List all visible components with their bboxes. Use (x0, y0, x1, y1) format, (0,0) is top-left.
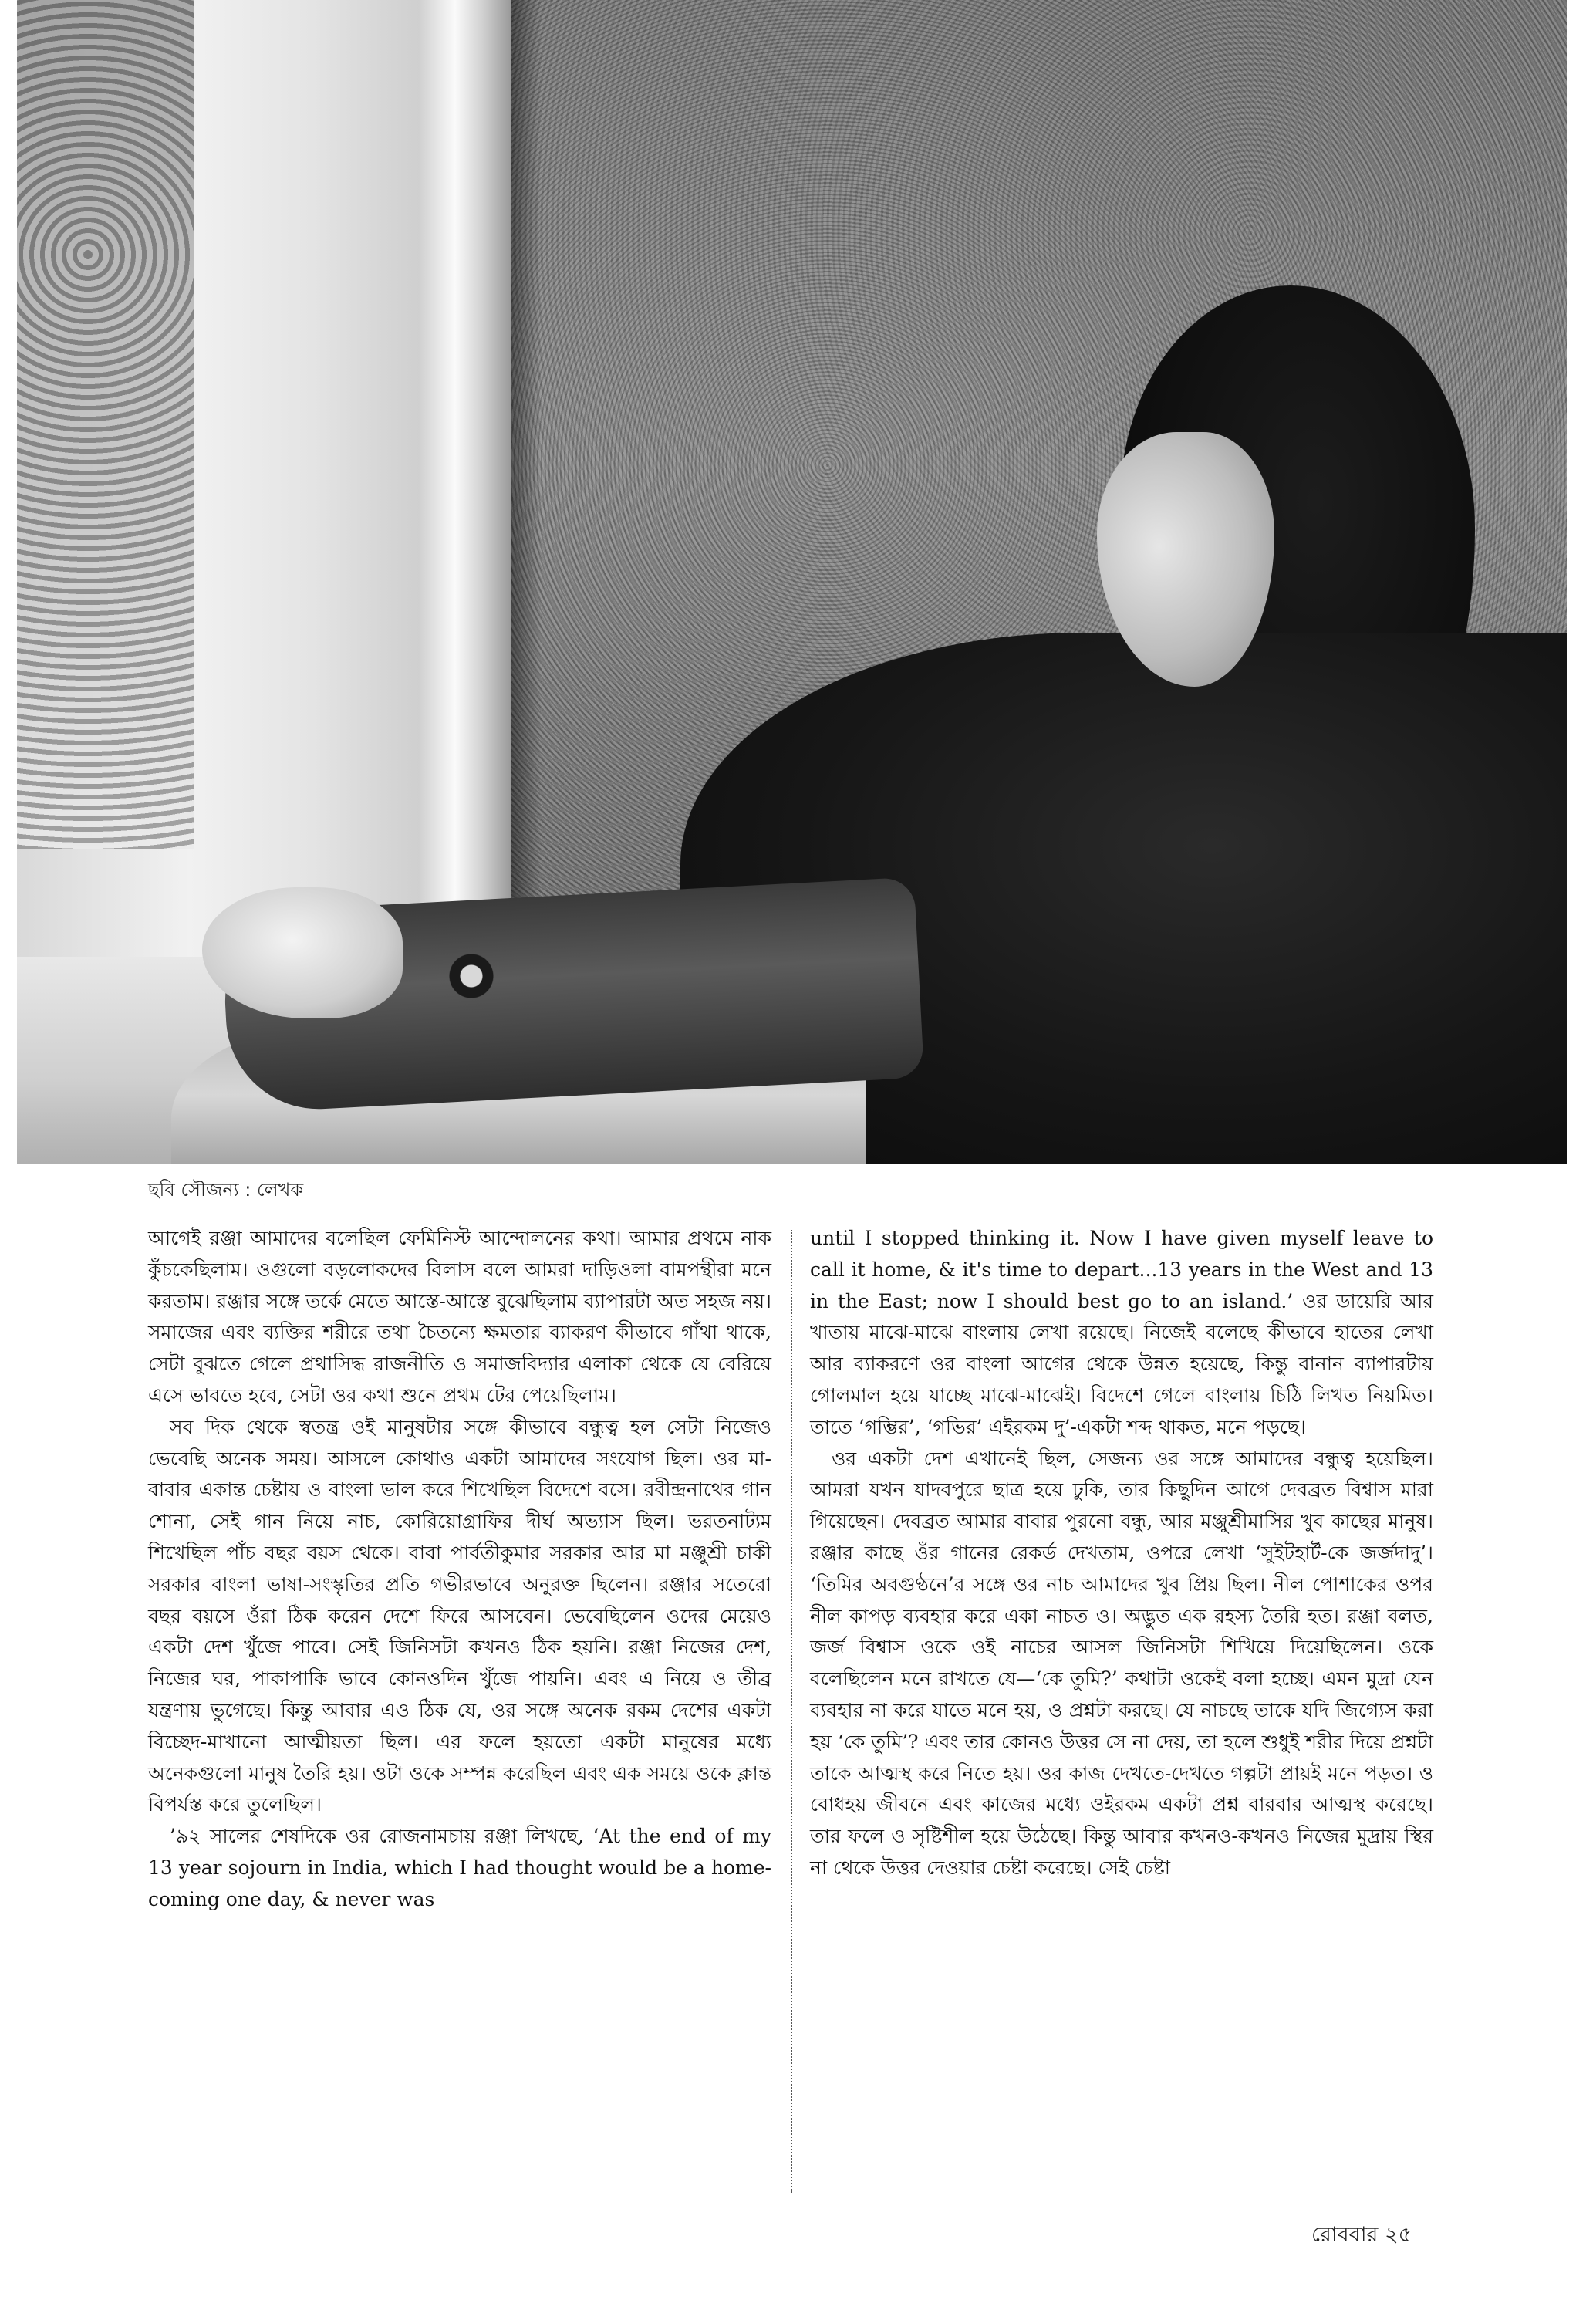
photo-foliage (17, 0, 194, 849)
paragraph: সব দিক থেকে স্বতন্ত্র ওই মানুষটার সঙ্গে কীভাবে বন্ধুত্ব হল সেটা নিজেও ভেবেছি অনেক সময়। আসলে কোথাও একটা আমাদের সংযোগ ছিল। ওর মা-বাবার একান্ত চেষ্টায় ও বাংলা ভাল করে শিখেছিল বিদেশে বসে। রবীন্দ্রনাথের গান শোনা, সেই গান নিয়ে নাচ, কোরিয়োগ্রাফির দীর্ঘ অভ্যাস ছিল। ভরতনাট্যম শিখেছিল পাঁচ বছর বয়স থেকে। বাবা পার্বতীকুমার সরকার আর মা মঞ্জুশ্রী চাকী সরকার বাংলা ভাষা-সংস্কৃতির প্রতি গভীরভাবে অনুরক্ত ছিলেন। রঞ্জার সতেরো বছর বয়সে ওঁরা ঠিক করেন দেশে ফিরে আসবেন। ভেবেছিলেন ওদের মেয়েও একটা দেশ খুঁজে পাবে। সেই জিনিসটা কখনও ঠিক হয়নি। রঞ্জা নিজের দেশ, নিজের ঘর, পাকাপাকি ভাবে কোনওদিন খুঁজে পায়নি। এবং এ নিয়ে ও তীব্র যন্ত্রণায় ভুগেছে। কিন্তু আবার এও ঠিক যে, ওর সঙ্গে অনেক রকম দেশের একটা বিচ্ছেদ-মাখানো আত্মীয়তা ছিল। এর ফলে হয়তো একটা মানুষের মধ্যে অনেকগুলো মানুষ তৈরি হয়। ওটা ওকে সম্পন্ন করেছিল এবং এক সময়ে ওকে ক্লান্ত বিপর্যস্ত করে তুলেছিল। (148, 1415, 771, 1816)
photo-credit-caption: ছবি সৌজন্য : লেখক (148, 1179, 304, 1201)
portrait-photo (17, 0, 1567, 1164)
article-column-left (148, 1223, 771, 1916)
paragraph: ’৯২ সালের শেষদিকে ওর রোজনামচায় রঞ্জা লিখছে, ‘At the end of my 13 year sojourn in India, which I had thought would be a home-coming one day, & never was (148, 1825, 771, 1910)
paragraph: আগেই রঞ্জা আমাদের বলেছিল ফেমিনিস্ট আন্দোলনের কথা। আমার প্রথমে নাক কুঁচকেছিলাম। ওগুলো বড়লোকদের বিলাস বলে আমরা দাড়িওলা বামপন্থীরা মনে করতাম। রঞ্জার সঙ্গে তর্কে মেতে আস্তে-আস্তে বুঝেছিলাম ব্যাপারটা অত সহজ নয়। সমাজের এবং ব্যক্তির শরীরে তথা চৈতন্যে ক্ষমতার ব্যাকরণ কীভাবে গাঁথা থাকে, সেটা বুঝতে গেলে প্রথাসিদ্ধ রাজনীতি ও সমাজবিদ্যার এলাকা থেকে যে বেরিয়ে এসে ভাবতে হবে, সেটা ওর কথা শুনে প্রথম টের পেয়েছিলাম। (148, 1227, 771, 1407)
column-divider (791, 1230, 792, 2193)
page-folio: রোববার ২৫ (1311, 2223, 1412, 2247)
article-column-right (810, 1223, 1433, 1884)
paragraph: until I stopped thinking it. Now I have given myself leave to call it home, & it's time to depart...13 years in the West and 13 in the East; now I should best go to an island.’ ওর ডায়েরি আর খাতায় মাঝে-মাঝে বাংলায় লেখা রয়েছে। নিজেই বলেছে কীভাবে হাতের লেখা আর ব্যাকরণে ওর বাংলা আগের থেকে উন্নত হয়েছে, কিন্তু বানান ব্যাপারটায় গোলমাল হয়ে যাচ্ছে মাঝে-মাঝেই। বিদেশে গেলে বাংলায় চিঠি লিখত নিয়মিত। তাতে ‘গম্ভির’, ‘গভির’ এইরকম দু’-একটা শব্দ থাকত, মনে পড়ছে। (810, 1227, 1433, 1438)
wristwatch-icon (449, 945, 494, 1007)
paragraph: ওর একটা দেশ এখানেই ছিল, সেজন্য ওর সঙ্গে আমাদের বন্ধুত্ব হয়েছিল। আমরা যখন যাদবপুরে ছাত্র হয়ে ঢুকি, তার কিছুদিন আগে দেবব্রত বিশ্বাস মারা গিয়েছেন। দেবব্রত আমার বাবার পুরনো বন্ধু, আর মঞ্জুশ্রীমাসির খুব কাছের মানুষ। রঞ্জার কাছে ওঁর গানের রেকর্ড দেখতাম, ওপরে লেখা ‘সুইটহার্ট-কে জর্জদাদু’। ‘তিমির অবগুণ্ঠনে’র সঙ্গে ওর নাচ আমাদের খুব প্রিয় ছিল। নীল পোশাকের ওপর নীল কাপড় ব্যবহার করে একা নাচত ও। অদ্ভুত এক রহস্য তৈরি হত। রঞ্জা বলত, জর্জ বিশ্বাস ওকে ওই নাচের আসল জিনিসটা শিখিয়ে দিয়েছিলেন। ওকে বলেছিলেন মনে রাখতে যে—‘কে তুমি?’ কথাটা ওকেই বলা হচ্ছে। এমন মুদ্রা যেন ব্যবহার না করে যাতে মনে হয়, ও প্রশ্নটা করছে। যে নাচছে তাকে যদি জিগ্যেস করা হয় ‘কে তুমি’? এবং তার কোনও উত্তর সে না দেয়, তা হলে শুধুই শরীর দিয়ে প্রশ্নটা তাকে আত্মস্থ করে নিতে হয়। ওর কাজ দেখতে-দেখতে গল্পটা প্রায়ই মনে পড়ত। ও বোধহয় জীবনে এবং কাজের মধ্যে ওইরকম একটা প্রশ্ন বারবার আত্মস্থ করেছে। তার ফলে ও সৃষ্টিশীল হয়ে উঠেছে। কিন্তু আবার কখনও-কখনও নিজের মুদ্রায় স্থির না থেকে উত্তর দেওয়ার চেষ্টা করেছে। সেই চেষ্টা (810, 1447, 1433, 1879)
